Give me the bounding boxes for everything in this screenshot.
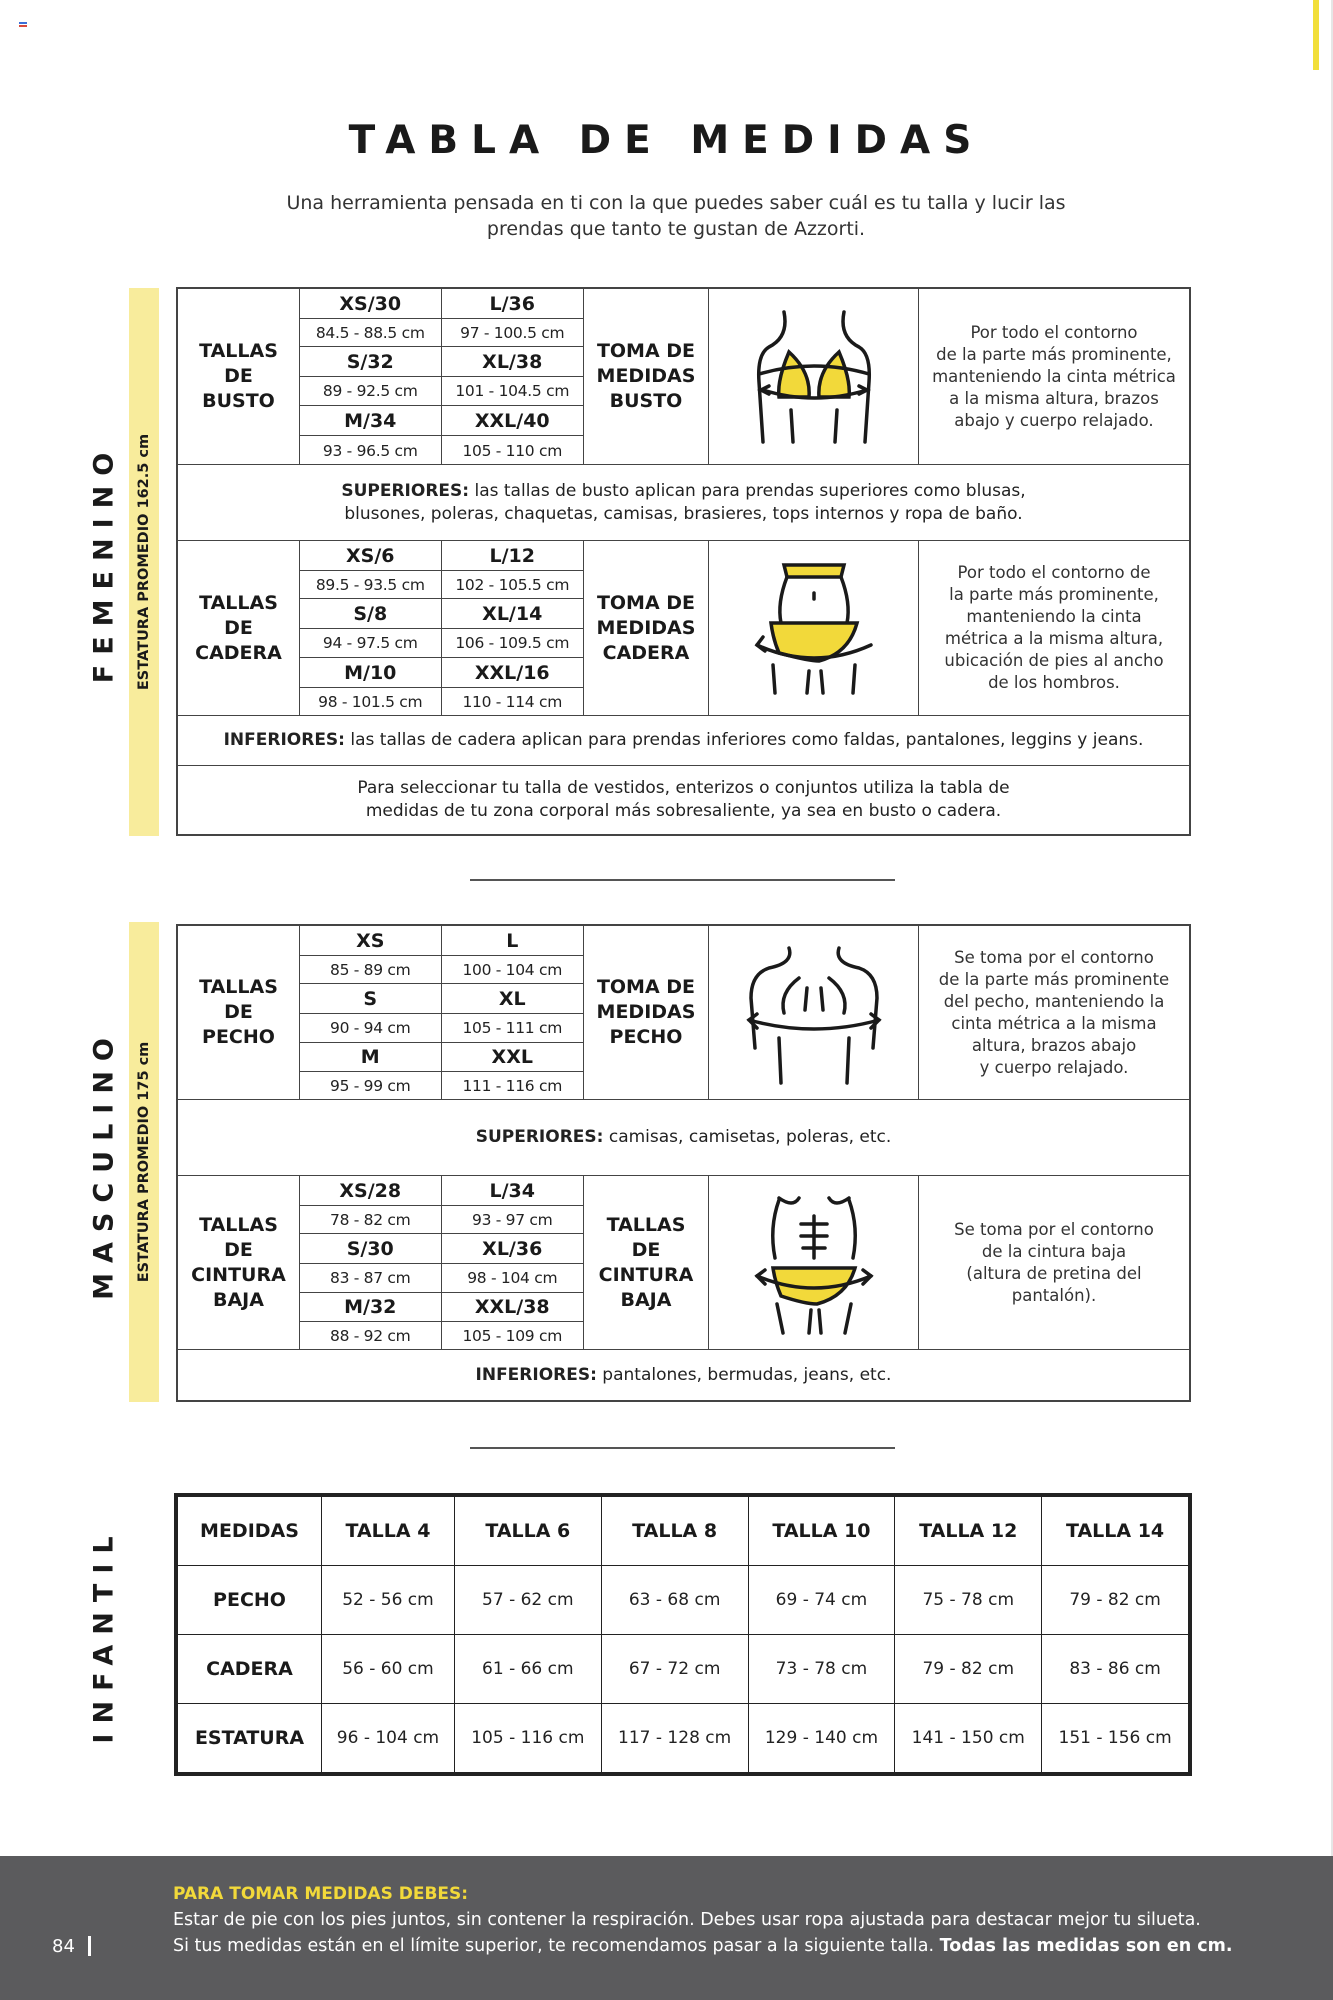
table-header: TALLA 4 [322,1497,455,1566]
size-row [300,289,583,319]
size-range: 98 - 104 cm [467,1269,558,1287]
table-cell: 79 - 82 cm [895,1635,1042,1704]
table-cell: 75 - 78 cm [895,1566,1042,1635]
section-divider [470,879,895,881]
masculino-inferiores-note: INFERIORES: pantalones, bermudas, jeans, etc. [475,1364,892,1385]
size-range: 83 - 87 cm [300,1264,442,1292]
femenino-inferiores-note: INFERIORES: las tallas de cadera aplican para prendas inferiores como faldas, pantalones, leggins y jeans. [178,716,1189,766]
size-range: 95 - 99 cm [300,1072,442,1100]
table-cell: 73 - 78 cm [748,1635,895,1704]
size-row [300,377,583,406]
size-name: XXL [491,1046,533,1068]
size-row [300,956,583,984]
size-row [300,926,583,956]
size-range: 105 - 111 cm [462,1019,563,1037]
pecho-size-grid [300,926,583,1099]
pecho-row [178,926,1189,1100]
pecho-description: Se toma por el contorno de la parte más prominente del pecho, manteniendo la cinta métrica a la misma altura, brazos abajo y cuerpo relajado. [938,947,1170,1077]
masculino-superiores-note: SUPERIORES: camisas, camisetas, poleras, etc. [178,1100,1189,1176]
size-name: S/30 [300,1234,442,1263]
cadera-toma-label: TOMA DE MEDIDAS CADERA [583,541,709,715]
size-row [300,1293,583,1322]
page-number: 84 [52,1936,75,1957]
table-header: MEDIDAS [178,1497,322,1566]
size-name: M/32 [300,1293,442,1321]
femenino-superiores-note: SUPERIORES: las tallas de busto aplican para prendas superiores como blusas, blusones, poleras, chaquetas, camisas, brasieres, tops internos y ropa de baño. [178,465,1189,541]
busto-size-grid [300,289,583,464]
femenino-vestidos-note: Para seleccionar tu talla de vestidos, enterizos o conjuntos utiliza la tabla de medidas de tu zona corporal más sobresaliente, ya sea en busto o cadera. [357,778,1010,821]
size-range: 89 - 92.5 cm [300,377,442,405]
size-row [300,1234,583,1264]
size-row [300,347,583,377]
table-row [178,1635,1189,1704]
table-cell: 69 - 74 cm [748,1566,895,1635]
size-name: XS [300,926,442,955]
corner-mark [19,22,27,28]
footer-heading: PARA TOMAR MEDIDAS DEBES: [173,1884,469,1904]
pecho-toma-label: TOMA DE MEDIDAS PECHO [583,926,709,1099]
size-name: XL/36 [482,1237,543,1260]
cadera-description: Por todo el contorno de la parte más prominente, manteniendo la cinta métrica a la misma altura, ubicación de pies al ancho de los hombros. [944,563,1164,692]
size-row [300,571,583,599]
table-header-row [178,1497,1189,1566]
table-row [178,1704,1189,1773]
size-range: 111 - 116 cm [462,1077,563,1095]
bra-measure-icon [709,289,919,464]
size-name: M [300,1043,442,1071]
size-row [300,406,583,436]
size-row [300,1043,583,1072]
size-range: 94 - 97.5 cm [300,629,442,657]
cintura-toma-label: TALLAS DE CINTURA BAJA [583,1176,709,1349]
cadera-row [178,541,1189,716]
height-band-femenino: ESTATURA PROMEDIO 162.5 cm [129,288,159,836]
table-cell: 83 - 86 cm [1042,1635,1189,1704]
size-name: M/10 [300,658,442,687]
size-row [300,1264,583,1293]
size-name: L [506,929,519,952]
size-range: 106 - 109.5 cm [455,634,570,652]
infantil-table [174,1493,1192,1776]
size-range: 85 - 89 cm [300,956,442,983]
table-cell: 57 - 62 cm [454,1566,601,1635]
busto-toma-label: TOMA DE MEDIDAS BUSTO [583,289,709,464]
cadera-size-grid [300,541,583,715]
table-header: TALLA 12 [895,1497,1042,1566]
size-range: 105 - 109 cm [462,1327,563,1345]
table-row-label: CADERA [178,1635,322,1704]
size-range: 88 - 92 cm [300,1322,442,1350]
size-name: XXL/40 [474,409,550,432]
table-cell: 67 - 72 cm [601,1635,748,1704]
section-label-femenino: FEMENINO [88,442,120,683]
size-name: XL [498,987,526,1010]
table-cell: 129 - 140 cm [748,1704,895,1773]
size-range: 78 - 82 cm [300,1206,442,1233]
size-range: 84.5 - 88.5 cm [300,319,442,346]
size-range: 100 - 104 cm [462,960,563,979]
page-number-bar [88,1936,91,1956]
chest-measure-icon [709,926,919,1099]
size-name: L/34 [489,1179,535,1202]
section-label-infantil: INFANTIL [88,1526,120,1744]
cintura-size-grid [300,1176,583,1349]
footer-line: Estar de pie con los pies juntos, sin contener la respiración. Debes usar ropa ajustada para destacar mejor tu silueta. [173,1910,1201,1930]
size-name: S/32 [300,347,442,376]
size-name: M/34 [300,406,442,435]
size-row [300,541,583,571]
footer-bar [0,1856,1333,2000]
table-row [178,1566,1189,1635]
size-range: 98 - 101.5 cm [300,688,442,716]
table-header: TALLA 6 [454,1497,601,1566]
height-band-masculino: ESTATURA PROMEDIO 175 cm [129,922,159,1402]
table-cell: 117 - 128 cm [601,1704,748,1773]
size-name: XXL/38 [474,1296,550,1318]
table-cell: 56 - 60 cm [322,1635,455,1704]
size-range: 93 - 96.5 cm [300,436,442,465]
page-title: TABLA DE MEDIDAS [348,118,985,163]
table-header: TALLA 14 [1042,1497,1189,1566]
table-cell: 141 - 150 cm [895,1704,1042,1773]
table-header: TALLA 10 [748,1497,895,1566]
size-row [300,1072,583,1100]
section-label-masculino: MASCULINO [88,1028,120,1300]
size-name: S [300,984,442,1013]
size-range: 90 - 94 cm [300,1014,442,1042]
table-cell: 105 - 116 cm [454,1704,601,1773]
table-row-label: PECHO [178,1566,322,1635]
pecho-label: TALLAS DE PECHO [178,926,300,1099]
size-name: L/12 [489,544,535,567]
size-range: 110 - 114 cm [462,693,563,711]
busto-row [178,289,1189,465]
table-row-label: ESTATURA [178,1704,322,1773]
size-range: 93 - 97 cm [472,1210,553,1229]
size-row [300,599,583,629]
size-row [300,319,583,347]
busto-label: TALLAS DE BUSTO [178,289,300,464]
page-subtitle [266,190,1086,242]
cintura-label: TALLAS DE CINTURA BAJA [178,1176,300,1349]
table-cell: 63 - 68 cm [601,1566,748,1635]
section-divider [470,1447,895,1449]
size-row [300,1206,583,1234]
femenino-table [176,287,1191,836]
size-range: 102 - 105.5 cm [455,575,570,594]
size-range: 89.5 - 93.5 cm [300,571,442,598]
table-cell: 79 - 82 cm [1042,1566,1189,1635]
cintura-row [178,1176,1189,1350]
footer-line: Si tus medidas están en el límite superior, te recomendamos pasar a la siguiente talla. Todas las medidas son en cm. [173,1936,1233,1956]
busto-description: Por todo el contorno de la parte más prominente, manteniendo la cinta métrica a la misma altura, brazos abajo y cuerpo relajado. [932,322,1176,430]
table-header: TALLA 8 [601,1497,748,1566]
subtitle-line: prendas que tanto te gustan de Azzorti. [486,218,866,240]
table-cell: 96 - 104 cm [322,1704,455,1773]
table-cell: 151 - 156 cm [1042,1704,1189,1773]
table-cell: 61 - 66 cm [454,1635,601,1704]
size-name: S/8 [300,599,442,628]
size-name: XL/14 [482,602,543,625]
size-range: 97 - 100.5 cm [460,323,565,342]
size-row [300,629,583,658]
hip-measure-icon [709,541,919,715]
size-name: XS/6 [300,541,442,570]
size-row [300,436,583,465]
size-name: XXL/16 [474,661,550,684]
size-name: XS/30 [300,289,442,318]
size-range: 101 - 104.5 cm [455,382,570,400]
masculino-table [176,924,1191,1402]
cadera-label: TALLAS DE CADERA [178,541,300,715]
size-range: 105 - 110 cm [462,441,563,460]
size-row [300,1176,583,1206]
size-name: XS/28 [300,1176,442,1205]
size-row [300,1014,583,1043]
subtitle-line: Una herramienta pensada en ti con la que puedes saber cuál es tu talla y lucir las [286,192,1066,214]
size-name: XL/38 [482,350,543,373]
waist-measure-icon [709,1176,919,1349]
size-row [300,658,583,688]
size-row [300,1322,583,1350]
size-row [300,688,583,716]
cintura-description: Se toma por el contorno de la cintura baja (altura de pretina del pantalón). [954,1219,1154,1305]
size-name: L/36 [489,292,535,315]
table-cell: 52 - 56 cm [322,1566,455,1635]
size-row [300,984,583,1014]
edge-accent-line [1313,0,1319,70]
